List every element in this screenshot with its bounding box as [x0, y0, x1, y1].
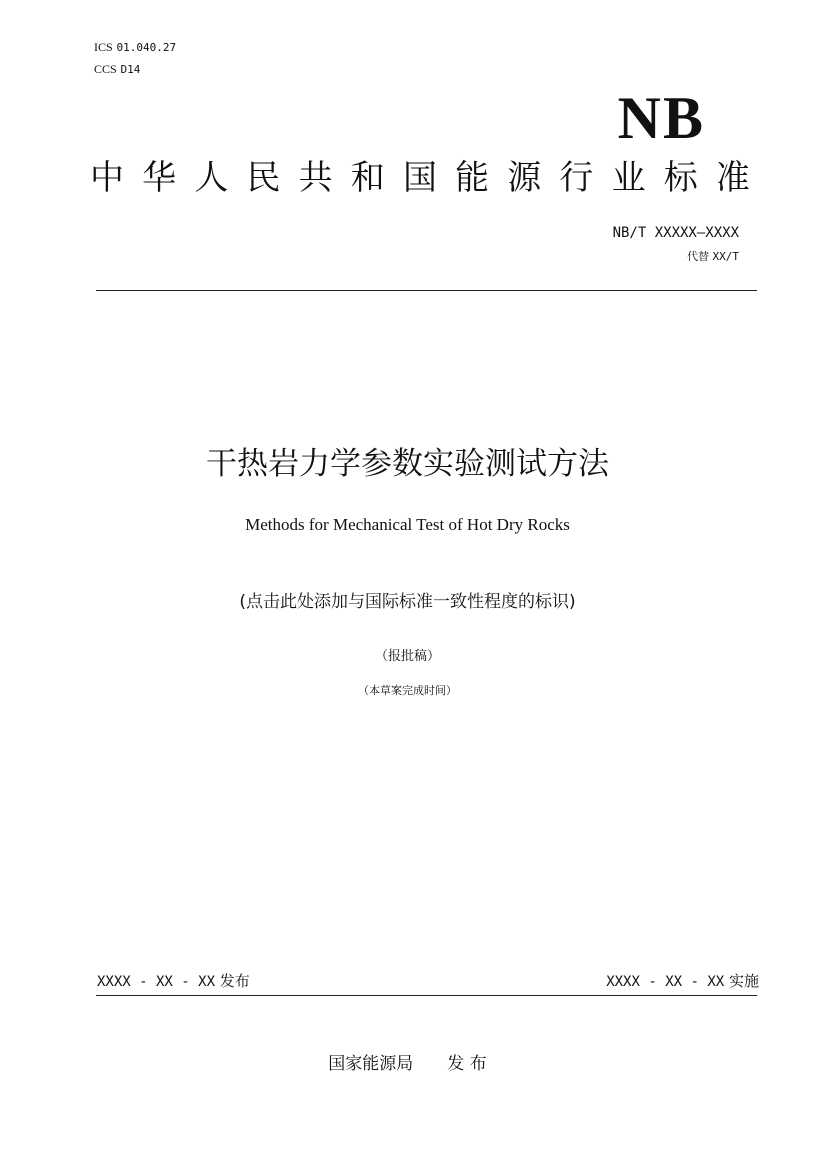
document-title-en: Methods for Mechanical Test of Hot Dry Rocks: [245, 515, 570, 534]
industry-title-char: 行: [559, 158, 594, 198]
draft-completion-time: （本草案完成时间）: [358, 684, 457, 697]
header-divider: [96, 290, 757, 291]
industry-standard-title: [90, 158, 750, 198]
publish-label: 发布: [219, 972, 250, 990]
industry-title-char: 中: [90, 158, 124, 198]
replaces-note: [687, 250, 739, 264]
industry-title-char: 源: [507, 158, 542, 198]
industry-title-char: 业: [611, 158, 646, 198]
nb-logo: NB: [617, 85, 705, 151]
replaces-label: 代替: [687, 250, 709, 263]
industry-title-char: 民: [246, 158, 281, 198]
issuer-action: 发 布: [447, 1054, 487, 1074]
standard-code: NB/T XXXXX—XXXX: [612, 225, 739, 241]
publish-date: [97, 970, 250, 993]
publish-date-value: XXXX - XX - XX: [97, 974, 216, 990]
industry-title-char: 准: [715, 158, 750, 198]
issuer: [0, 1052, 815, 1076]
document-title-cn: 干热岩力学参数实验测试方法: [206, 446, 609, 482]
ics-value: 01.040.27: [116, 41, 177, 54]
ccs-value: D14: [120, 63, 141, 76]
industry-title-char: 标: [663, 158, 698, 198]
industry-title-char: 国: [402, 158, 437, 198]
footer-divider: [96, 995, 757, 996]
ccs-label: CCS: [94, 62, 117, 76]
industry-title-char: 人: [194, 158, 229, 198]
draft-type: （报批稿）: [374, 649, 440, 664]
consistency-placeholder[interactable]: (点击此处添加与国际标准一致性程度的标识): [239, 592, 576, 612]
industry-title-char: 共: [298, 158, 333, 198]
industry-title-char: 能: [455, 158, 490, 198]
replaces-value: XX/T: [712, 250, 739, 263]
industry-title-char: 华: [142, 158, 177, 198]
implement-label: 实施: [728, 972, 759, 990]
implement-date: [606, 970, 759, 993]
industry-title-char: 和: [350, 158, 385, 198]
ics-label: ICS: [94, 40, 113, 54]
ccs-code: [94, 62, 140, 77]
ics-code: [94, 40, 176, 55]
issuer-name: 国家能源局: [328, 1054, 414, 1074]
implement-date-value: XXXX - XX - XX: [606, 974, 725, 990]
